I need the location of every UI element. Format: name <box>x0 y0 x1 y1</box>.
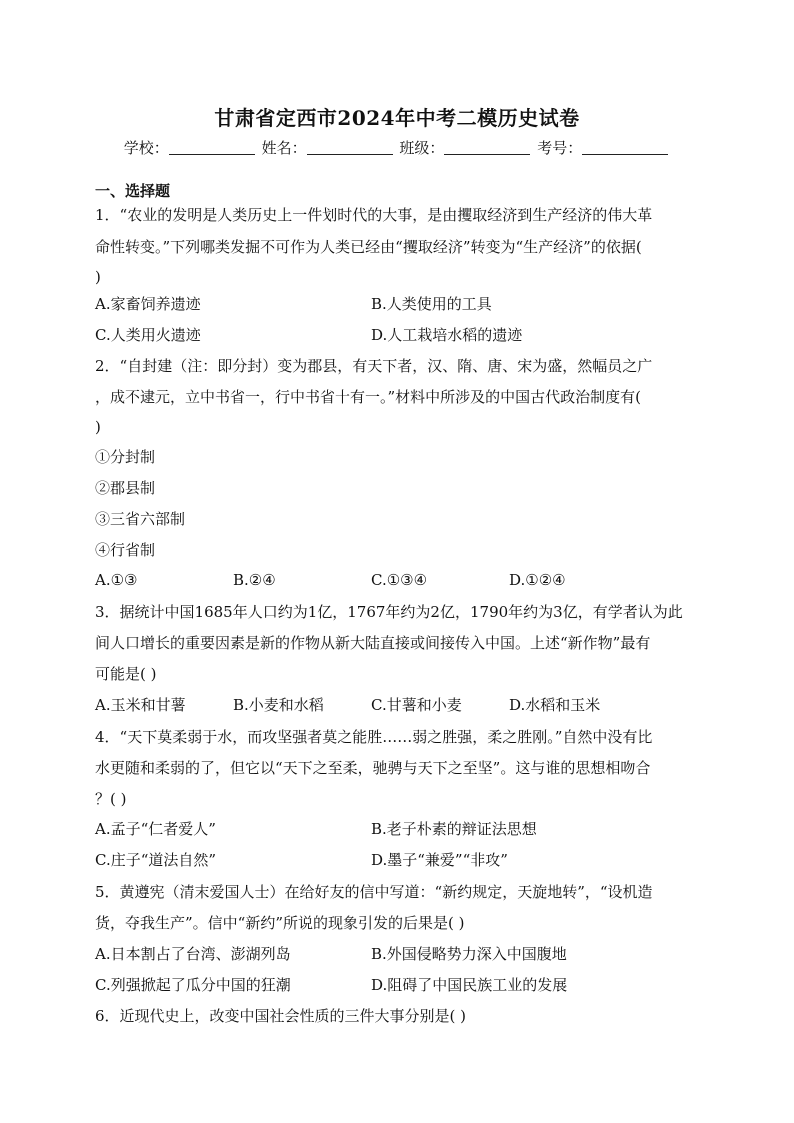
question-5-option-b: B.外国侵略势力深入中国腹地 <box>371 945 567 963</box>
question-3-option-d: D.水稻和玉米 <box>509 696 601 714</box>
question-2-line-1: 2．“自封建（注：即分封）变为郡县，有天下者，汉、隋、唐、宋为盛，然幅员之广 <box>95 357 653 375</box>
question-1-option-a: A.家畜饲养遗迹 <box>95 295 201 313</box>
question-2-item-4: ④行省制 <box>95 541 156 559</box>
question-2-option-c: C.①③④ <box>371 571 428 589</box>
question-5-line-1: 5．黄遵宪（清末爱国人士）在给好友的信中写道：“新约规定，天旋地转”，“设机造 <box>95 883 653 901</box>
question-1-option-d: D.人工栽培水稻的遗迹 <box>371 326 523 344</box>
question-2-line-2: ，成不逮元，立中书省一，行中书省十有一。”材料中所涉及的中国古代政治制度有( <box>95 388 642 406</box>
school-label: 学校： <box>123 139 169 157</box>
question-4-option-c: C.庄子“道法自然” <box>95 851 217 869</box>
exam-number-blank[interactable] <box>582 154 668 155</box>
class-blank[interactable] <box>444 154 530 155</box>
question-2-option-b: B.②④ <box>233 571 276 589</box>
page-title: 甘肃省定西市2024年中考二模历史试卷 <box>214 106 580 130</box>
name-label: 姓名： <box>261 139 307 157</box>
question-2-option-d: D.①②④ <box>509 571 566 589</box>
section-heading: 一、选择题 <box>95 182 171 200</box>
question-4-option-d: D.墨子“兼爱”“非攻” <box>371 851 508 869</box>
question-1-line-3: ) <box>95 268 101 286</box>
question-1-option-c: C.人类用火遗迹 <box>95 326 201 344</box>
question-1-line-2: 命性转变。”下列哪类发掘不可作为人类已经由“攫取经济”转变为“生产经济”的依据( <box>95 238 642 256</box>
question-3-option-c: C.甘薯和小麦 <box>371 696 462 714</box>
question-5-option-c: C.列强掀起了瓜分中国的狂潮 <box>95 976 291 994</box>
question-4-line-2: 水更随和柔弱的了，但它以“天下之至柔，驰骋与天下之至坚”。这与谁的思想相吻合 <box>95 759 651 777</box>
question-2-item-2: ②郡县制 <box>95 479 156 497</box>
question-4-line-3: ？( ) <box>95 790 127 808</box>
question-3-option-b: B.小麦和水稻 <box>233 696 324 714</box>
question-4-line-1: 4．“天下莫柔弱于水，而攻坚强者莫之能胜……弱之胜强，柔之胜刚。”自然中没有比 <box>95 728 653 746</box>
question-4-option-b: B.老子朴素的辩证法思想 <box>371 820 537 838</box>
question-2-item-3: ③三省六部制 <box>95 510 186 528</box>
question-6-line-1: 6．近现代史上，改变中国社会性质的三件大事分别是( ) <box>95 1007 467 1025</box>
question-5-option-d: D.阻碍了中国民族工业的发展 <box>371 976 568 994</box>
question-3-option-a: A.玉米和甘薯 <box>95 696 186 714</box>
exam-number-label: 考号： <box>537 139 583 157</box>
class-label: 班级： <box>399 139 445 157</box>
student-info-line <box>0 137 794 158</box>
question-3-line-2: 间人口增长的重要因素是新的作物从新大陆直接或间接传入中国。上述“新作物”最有 <box>95 634 651 652</box>
question-5-option-a: A.日本割占了台湾、澎湖列岛 <box>95 945 291 963</box>
question-2-line-3: ) <box>95 418 101 436</box>
name-blank[interactable] <box>307 154 393 155</box>
question-3-line-3: 可能是( ) <box>95 665 157 683</box>
question-2-item-1: ①分封制 <box>95 448 156 466</box>
question-1-line-1: 1．“农业的发明是人类历史上一件划时代的大事，是由攫取经济到生产经济的伟大革 <box>95 206 653 224</box>
question-4-option-a: A.孟子“仁者爱人” <box>95 820 216 838</box>
question-2-option-a: A.①③ <box>95 571 138 589</box>
school-blank[interactable] <box>169 154 255 155</box>
question-5-line-2: 货，夺我生产”。信中“新约”所说的现象引发的后果是( ) <box>95 914 465 932</box>
question-3-line-1: 3．据统计中国1685年人口约为1亿，1767年约为2亿，1790年约为3亿，有学者认为此 <box>95 603 683 621</box>
question-1-option-b: B.人类使用的工具 <box>371 295 492 313</box>
